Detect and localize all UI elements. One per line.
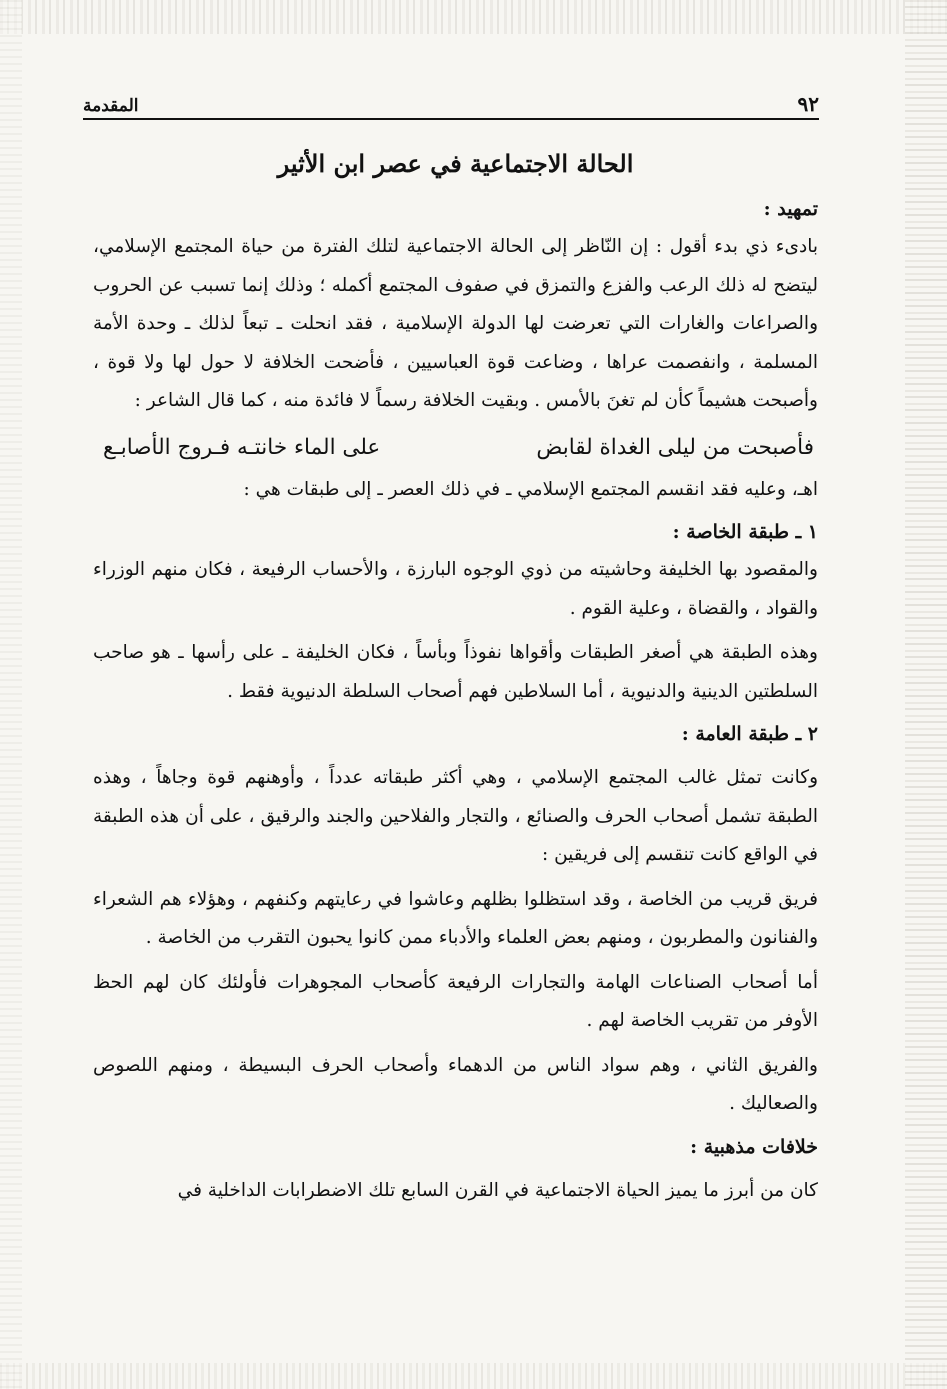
section-heading-sectarian: خلافات مذهبية : — [690, 1135, 818, 1158]
page-body — [93, 138, 818, 1214]
intro-paragraph: بادىء ذي بدء أقول : إن النّاظر إلى الحالة الاجتماعية لتلك الفترة من حياة المجتمع الإسلامي، ليتضح له ذلك الرعب والفزع والتمزق في صفوف المجتمع أكمله ؛ وذلك إنما تسبب عن الحروب والصراعات والغارات التي تعرضت لها الدولة الإسلامية ، فقد انحلت ـ تبعاً لذلك ـ وحدة الأمة المسلمة ، وانفصمت عراها ، وضاعت قوة العباسيين ، فأضحت الخلافة لا حول لها ولا قوة ، وأصبحت هشيماً كأن لم تغنَ بالأمس . وبقيت الخلافة رسماً لا فائدة منه ، كما قال الشاعر : — [93, 236, 818, 411]
scan-border-right — [905, 0, 947, 1389]
section-heading-khassa: ١ ـ طبقة الخاصة : — [672, 521, 818, 543]
section-paragraph: أما أصحاب الصناعات الهامة والتجارات الرفيعة كأصحاب المجوهرات فأولئك كان لهم الحظ الأوفر من تقريب الخاصة لهم . — [93, 971, 818, 1031]
section-paragraph: والفريق الثاني ، وهم سواد الناس من الدهماء وأصحاب الحرف البسيطة ، ومنهم اللصوص والصعاليك . — [93, 1054, 818, 1114]
verse-first-hemistich: فأصبحت من ليلى الغداة لقابض — [536, 434, 814, 460]
intro-heading: تمهيد : — [763, 198, 818, 220]
section-paragraph: والمقصود بها الخليفة وحاشيته من ذوي الوجوه البارزة ، والأحساب الرفيعة ، فكان منهم الوزراء والقواد ، والقضاة ، وعلية القوم . — [93, 559, 818, 619]
after-verse-paragraph: اهـ، وعليه فقد انقسم المجتمع الإسلامي ـ في ذلك العصر ـ إلى طبقات هي : — [243, 478, 818, 500]
scan-border-bottom — [0, 1363, 947, 1389]
scan-border-top — [0, 0, 947, 34]
page-header — [83, 86, 819, 116]
verse-second-hemistich: على الماء خانتـه فـروج الأصابـع — [103, 434, 381, 460]
scan-border-left — [0, 0, 22, 1389]
running-head: المقدمة — [83, 96, 139, 116]
section-paragraph: فريق قريب من الخاصة ، وقد استظلوا بظلهم وعاشوا في رعايتهم وكنفهم ، وهؤلاء هم الشعراء والفنانون والمطربون ، ومنهم بعض العلماء والأدباء ممن كانوا يحبون التقرب من الخاصة . — [93, 888, 818, 948]
header-rule — [83, 118, 819, 120]
section-paragraph: كان من أبرز ما يميز الحياة الاجتماعية في القرن السابع تلك الاضطرابات الداخلية في — [177, 1179, 818, 1201]
section-heading-amma: ٢ ـ طبقة العامة : — [681, 723, 818, 745]
poem-verse — [93, 425, 818, 471]
section-paragraph: وكانت تمثل غالب المجتمع الإسلامي ، وهي أكثر طبقاته عدداً ، وأوهنهم قوة وجاهاً ، وهذه الطبقة تشمل أصحاب الحرف والصنائع ، والتجار والفلاحين والجند والرقيق ، على أن هذه الطبقة في الواقع كانت تنقسم إلى فريقين : — [93, 767, 818, 865]
page-title: الحالة الاجتماعية في عصر ابن الأثير — [277, 149, 634, 178]
section-paragraph: وهذه الطبقة هي أصغر الطبقات وأقواها نفوذاً وبأساً ، فكان الخليفة ـ على رأسها ـ هو صاحب السلطتين الدينية والدنيوية ، أما السلاطين فهم أصحاب السلطة الدنيوية فقط . — [93, 642, 818, 702]
page-number: ٩٢ — [797, 92, 819, 116]
